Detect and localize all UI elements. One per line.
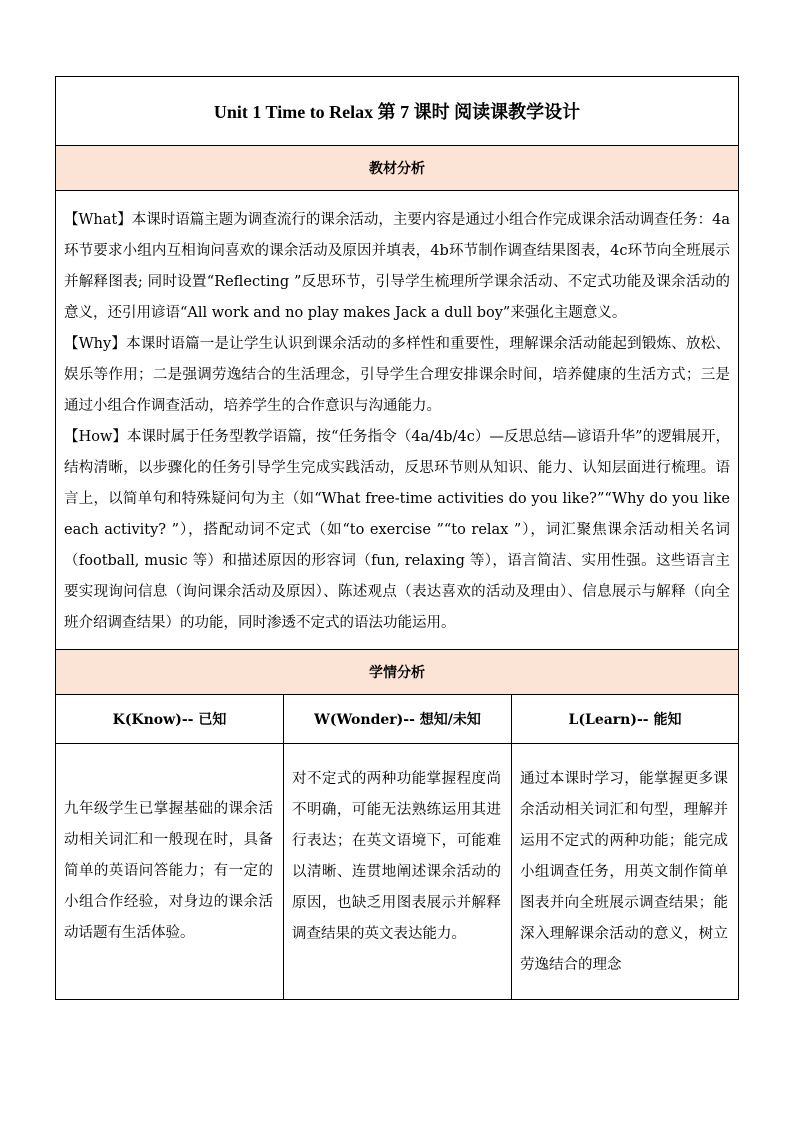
column-header-know: K(Know)-- 已知 bbox=[56, 695, 284, 744]
section-header-textbook-analysis: 教材分析 bbox=[56, 146, 739, 191]
section-header-student-analysis: 学情分析 bbox=[56, 650, 739, 695]
what-paragraph: 【What】本课时语篇主题为调查流行的课余活动，主要内容是通过小组合作完成课余活动调查任务：4a环节要求小组内互相询问喜欢的课余活动及原因并填表，4b环节制作调查结果图表，4c环节向全班展示并解释图表; 同时设置“Reflecting ”反思环节，引导学生梳理所学课余活动、不定式功能及课余活动的意义，还引用谚语“All work and no play makes Jack a dull boy”来强化主题意义。 bbox=[64, 212, 731, 321]
lesson-plan-table bbox=[55, 76, 739, 1000]
column-header-learn: L(Learn)-- 能知 bbox=[512, 695, 739, 744]
lesson-plan-document bbox=[55, 76, 738, 1000]
why-paragraph: 【Why】本课时语篇一是让学生认识到课余活动的多样性和重要性，理解课余活动能起到锻炼、放松、娱乐等作用；二是强调劳逸结合的生活理念，引导学生合理安排课余时间，培养健康的生活方式；三是通过小组合作调查活动，培养学生的合作意识与沟通能力。 bbox=[64, 336, 731, 414]
document-title: Unit 1 Time to Relax 第 7 课时 阅读课教学设计 bbox=[56, 77, 739, 146]
know-cell: 九年级学生已掌握基础的课余活动相关词汇和一般现在时，具备简单的英语问答能力；有一定的小组合作经验，对身边的课余活动话题有生活体验。 bbox=[56, 744, 284, 1000]
column-header-wonder: W(Wonder)-- 想知/未知 bbox=[284, 695, 512, 744]
how-paragraph: 【How】本课时属于任务型教学语篇，按“任务指令（4a/4b/4c）—反思总结—谚语升华”的逻辑展开，结构清晰，以步骤化的任务引导学生完成实践活动，反思环节则从知识、能力、认知层面进行梳理。语言上，以简单句和特殊疑问句为主（如“What free-time activities do you like?”“Why do you like each activity? ”），搭配动词不定式（如“to exercise ”“to relax ”），词汇聚焦课余活动相关名词（football, music 等）和描述原因的形容词（fun, relaxing 等），语言简洁、实用性强。这些语言主要实现询问信息（询问课余活动及原因）、陈述观点（表达喜欢的活动及理由）、信息展示与解释（向全班介绍调查结果）的功能，同时渗透不定式的语法功能运用。 bbox=[64, 429, 731, 631]
wonder-cell: 对不定式的两种功能掌握程度尚不明确，可能无法熟练运用其进行表达；在英文语境下，可能难以清晰、连贯地阐述课余活动的原因，也缺乏用图表展示并解释调查结果的英文表达能力。 bbox=[284, 744, 512, 1000]
learn-cell: 通过本课时学习，能掌握更多课余活动相关词汇和句型，理解并运用不定式的两种功能；能完成小组调查任务，用英文制作简单图表并向全班展示调查结果；能深入理解课余活动的意义，树立劳逸结合的理念 bbox=[512, 744, 739, 1000]
textbook-analysis-body bbox=[56, 191, 739, 650]
